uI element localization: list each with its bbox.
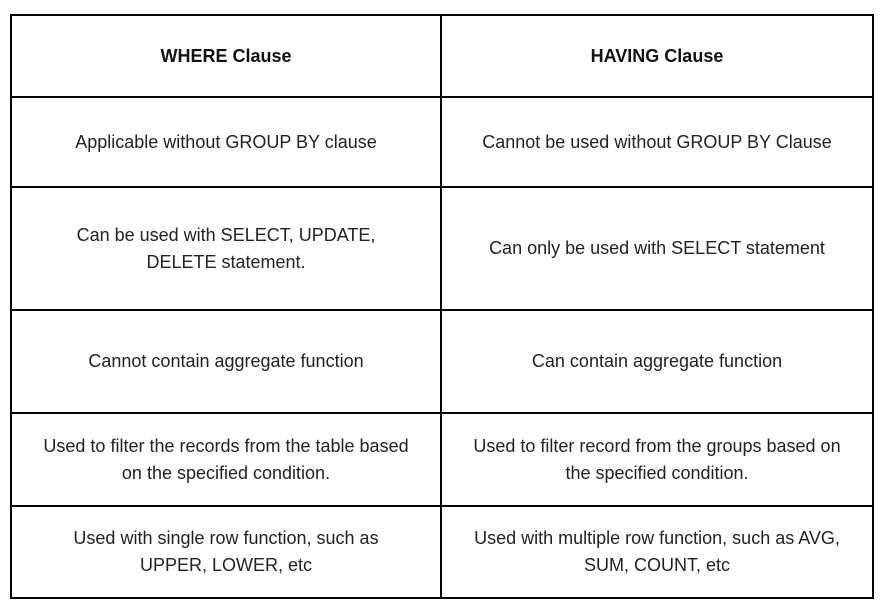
table-row	[11, 187, 873, 310]
header-where-clause: WHERE Clause	[11, 15, 441, 97]
header-having-clause: HAVING Clause	[441, 15, 873, 97]
where-cell: Cannot contain aggregate function	[11, 310, 441, 413]
table-row	[11, 97, 873, 187]
comparison-table-container	[10, 14, 874, 599]
having-cell: Used with multiple row function, such as AVG, SUM, COUNT, etc	[441, 506, 873, 598]
where-cell: Used to filter the records from the table based on the specified condition.	[11, 413, 441, 506]
table-row	[11, 506, 873, 598]
having-cell: Used to filter record from the groups based on the specified condition.	[441, 413, 873, 506]
where-cell: Applicable without GROUP BY clause	[11, 97, 441, 187]
table-row	[11, 310, 873, 413]
having-cell: Cannot be used without GROUP BY Clause	[441, 97, 873, 187]
having-cell: Can only be used with SELECT statement	[441, 187, 873, 310]
table-header-row	[11, 15, 873, 97]
where-vs-having-table	[10, 14, 874, 599]
where-cell: Can be used with SELECT, UPDATE, DELETE statement.	[11, 187, 441, 310]
table-row	[11, 413, 873, 506]
where-cell: Used with single row function, such as UPPER, LOWER, etc	[11, 506, 441, 598]
having-cell: Can contain aggregate function	[441, 310, 873, 413]
